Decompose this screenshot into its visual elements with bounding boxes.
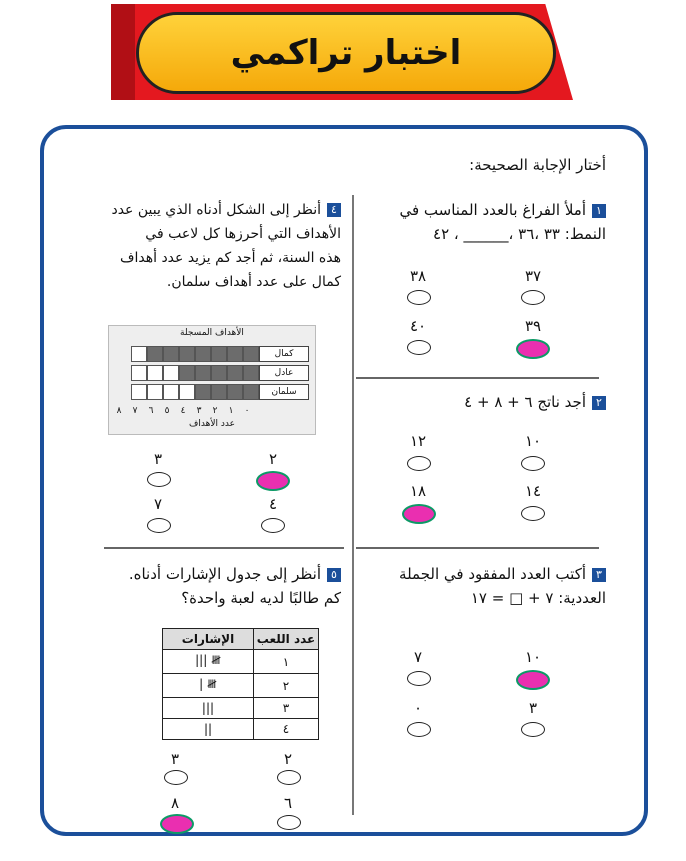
question-5 — [101, 562, 341, 610]
answer-bubble-selected[interactable] — [402, 504, 436, 524]
axis-tick: ٤ — [180, 406, 186, 416]
option-label: ١٠ — [524, 432, 542, 450]
question-number: ٢ — [592, 396, 606, 410]
answer-bubble[interactable] — [407, 340, 431, 355]
question-2 — [356, 390, 606, 414]
question-text: النمط: ٣٣ ،٣٦ ،______ ، ٤٢ — [433, 225, 606, 243]
table-row — [163, 650, 319, 674]
row-divider — [356, 377, 599, 379]
pictograph-cell-filled — [243, 346, 259, 362]
table-cell: ١ — [254, 650, 319, 674]
answer-bubble[interactable] — [521, 456, 545, 471]
axis-tick: ٨ — [116, 406, 122, 416]
table-header: عدد اللعب — [254, 629, 319, 650]
row-divider — [104, 547, 344, 549]
pictograph-cell-filled — [211, 365, 227, 381]
pictograph-row-label: سلمان — [259, 384, 309, 400]
axis-tick: ١ — [228, 406, 234, 416]
pictograph-axis — [111, 406, 255, 416]
option-label: ٠ — [413, 699, 423, 717]
pictograph-cell-empty — [163, 365, 179, 381]
page-title: اختبار تراكمي — [230, 33, 462, 73]
pictograph-cell-empty — [147, 365, 163, 381]
row-divider — [356, 547, 599, 549]
answer-bubble[interactable] — [407, 456, 431, 471]
pictograph-cell-empty — [131, 346, 147, 362]
pictograph-cell-filled — [227, 346, 243, 362]
question-text: العددية: ٧ + □ = ١٧ — [470, 589, 606, 607]
pictograph-cell-empty — [131, 365, 147, 381]
pictograph-cell-filled — [211, 384, 227, 400]
pictograph — [108, 325, 316, 435]
option-label: ٢ — [268, 450, 278, 468]
pictograph-cell-filled — [195, 365, 211, 381]
question-text: أملأ الفراغ بالعدد المناسب في — [399, 201, 586, 219]
option-label: ١٤ — [524, 482, 542, 500]
table-row — [163, 674, 319, 698]
question-text: أجد ناتج ٦ + ٨ + ٤ — [464, 393, 586, 411]
question-number: ٥ — [327, 568, 341, 582]
question-text: أنظر إلى جدول الإشارات أدناه. — [128, 565, 321, 583]
option-label: ١٨ — [409, 482, 427, 500]
table-cell: ٣ — [254, 698, 319, 719]
answer-bubble[interactable] — [147, 518, 171, 533]
axis-tick: ٣ — [196, 406, 202, 416]
answer-bubble[interactable] — [164, 770, 188, 785]
pictograph-cell-filled — [227, 365, 243, 381]
option-label: ٧ — [413, 648, 423, 666]
answer-bubble[interactable] — [521, 506, 545, 521]
question-4 — [101, 198, 341, 294]
pictograph-cell-filled — [227, 384, 243, 400]
pictograph-cell-filled — [147, 346, 163, 362]
pictograph-row — [115, 346, 309, 362]
axis-tick: ٧ — [132, 406, 138, 416]
table-cell: ٢ — [254, 674, 319, 698]
column-divider — [352, 195, 354, 815]
tally-cell: 𝍸 ||| — [163, 650, 254, 674]
tally-cell: 𝍸 | — [163, 674, 254, 698]
option-label: ٣٧ — [524, 267, 542, 285]
pictograph-cell-empty — [179, 384, 195, 400]
axis-tick: ٢ — [212, 406, 218, 416]
pictograph-cell-empty — [147, 384, 163, 400]
question-number: ١ — [592, 204, 606, 218]
axis-tick: ٠ — [244, 406, 250, 416]
option-label: ٣ — [528, 699, 538, 717]
pictograph-row — [115, 384, 309, 400]
pictograph-row-label: كمال — [259, 346, 309, 362]
pictograph-cell-filled — [211, 346, 227, 362]
table-cell: ٤ — [254, 719, 319, 740]
question-text: أنظر إلى الشكل أدناه الذي يبين عدد — [111, 202, 321, 218]
option-label: ٣ — [153, 450, 163, 468]
pictograph-cell-filled — [163, 346, 179, 362]
answer-bubble-selected[interactable] — [516, 339, 550, 359]
answer-bubble-selected[interactable] — [516, 670, 550, 690]
option-label: ٨ — [170, 794, 180, 812]
option-label: ٣٩ — [524, 317, 542, 335]
answer-bubble[interactable] — [521, 290, 545, 305]
banner-shadow — [111, 4, 135, 100]
question-number: ٣ — [592, 568, 606, 582]
pictograph-cell-filled — [179, 346, 195, 362]
option-label: ١٠ — [524, 648, 542, 666]
pictograph-cell-filled — [179, 365, 195, 381]
pictograph-cell-empty — [163, 384, 179, 400]
pictograph-cell-filled — [195, 384, 211, 400]
answer-bubble[interactable] — [407, 722, 431, 737]
option-label: ٣ — [170, 750, 180, 768]
pictograph-xlabel: عدد الأهداف — [189, 419, 235, 429]
question-text: أكتب العدد المفقود في الجملة — [399, 565, 586, 583]
option-label: ٦ — [283, 794, 293, 812]
option-label: ٢ — [283, 750, 293, 768]
answer-bubble-selected[interactable] — [160, 814, 194, 834]
option-label: ١٢ — [409, 432, 427, 450]
question-text: الأهداف التي أحرزها كل لاعب في — [145, 226, 341, 242]
option-label: ٣٨ — [409, 267, 427, 285]
pictograph-cell-filled — [195, 346, 211, 362]
question-number: ٤ — [327, 203, 341, 217]
question-1 — [356, 198, 606, 246]
answer-bubble[interactable] — [261, 518, 285, 533]
question-text: كمال على عدد أهداف سلمان. — [166, 274, 341, 290]
pictograph-row-label: عادل — [259, 365, 309, 381]
option-label: ٤ — [268, 495, 278, 513]
tally-cell: || — [163, 719, 254, 740]
tally-cell: ||| — [163, 698, 254, 719]
instruction: أختار الإجابة الصحيحة: — [469, 156, 606, 174]
axis-tick: ٦ — [148, 406, 154, 416]
table-header: الإشارات — [163, 629, 254, 650]
tally-table — [162, 628, 319, 740]
answer-bubble[interactable] — [521, 722, 545, 737]
pictograph-row — [115, 365, 309, 381]
answer-bubble[interactable] — [147, 472, 171, 487]
pictograph-cell-filled — [243, 384, 259, 400]
axis-tick: ٥ — [164, 406, 170, 416]
question-text: كم طالبًا لديه لعبة واحدة؟ — [181, 589, 341, 607]
option-label: ٧ — [153, 495, 163, 513]
option-label: ٤٠ — [409, 317, 427, 335]
question-text: هذه السنة، ثم أجد كم يزيد عدد أهداف — [119, 250, 341, 266]
pictograph-title: الأهداف المسجلة — [180, 328, 244, 338]
answer-bubble[interactable] — [277, 815, 301, 830]
pictograph-cell-filled — [243, 365, 259, 381]
question-3 — [356, 562, 606, 610]
answer-bubble[interactable] — [277, 770, 301, 785]
table-row — [163, 719, 319, 740]
answer-bubble[interactable] — [407, 290, 431, 305]
answer-bubble-selected[interactable] — [256, 471, 290, 491]
table-row — [163, 698, 319, 719]
answer-bubble[interactable] — [407, 671, 431, 686]
pictograph-cell-empty — [131, 384, 147, 400]
